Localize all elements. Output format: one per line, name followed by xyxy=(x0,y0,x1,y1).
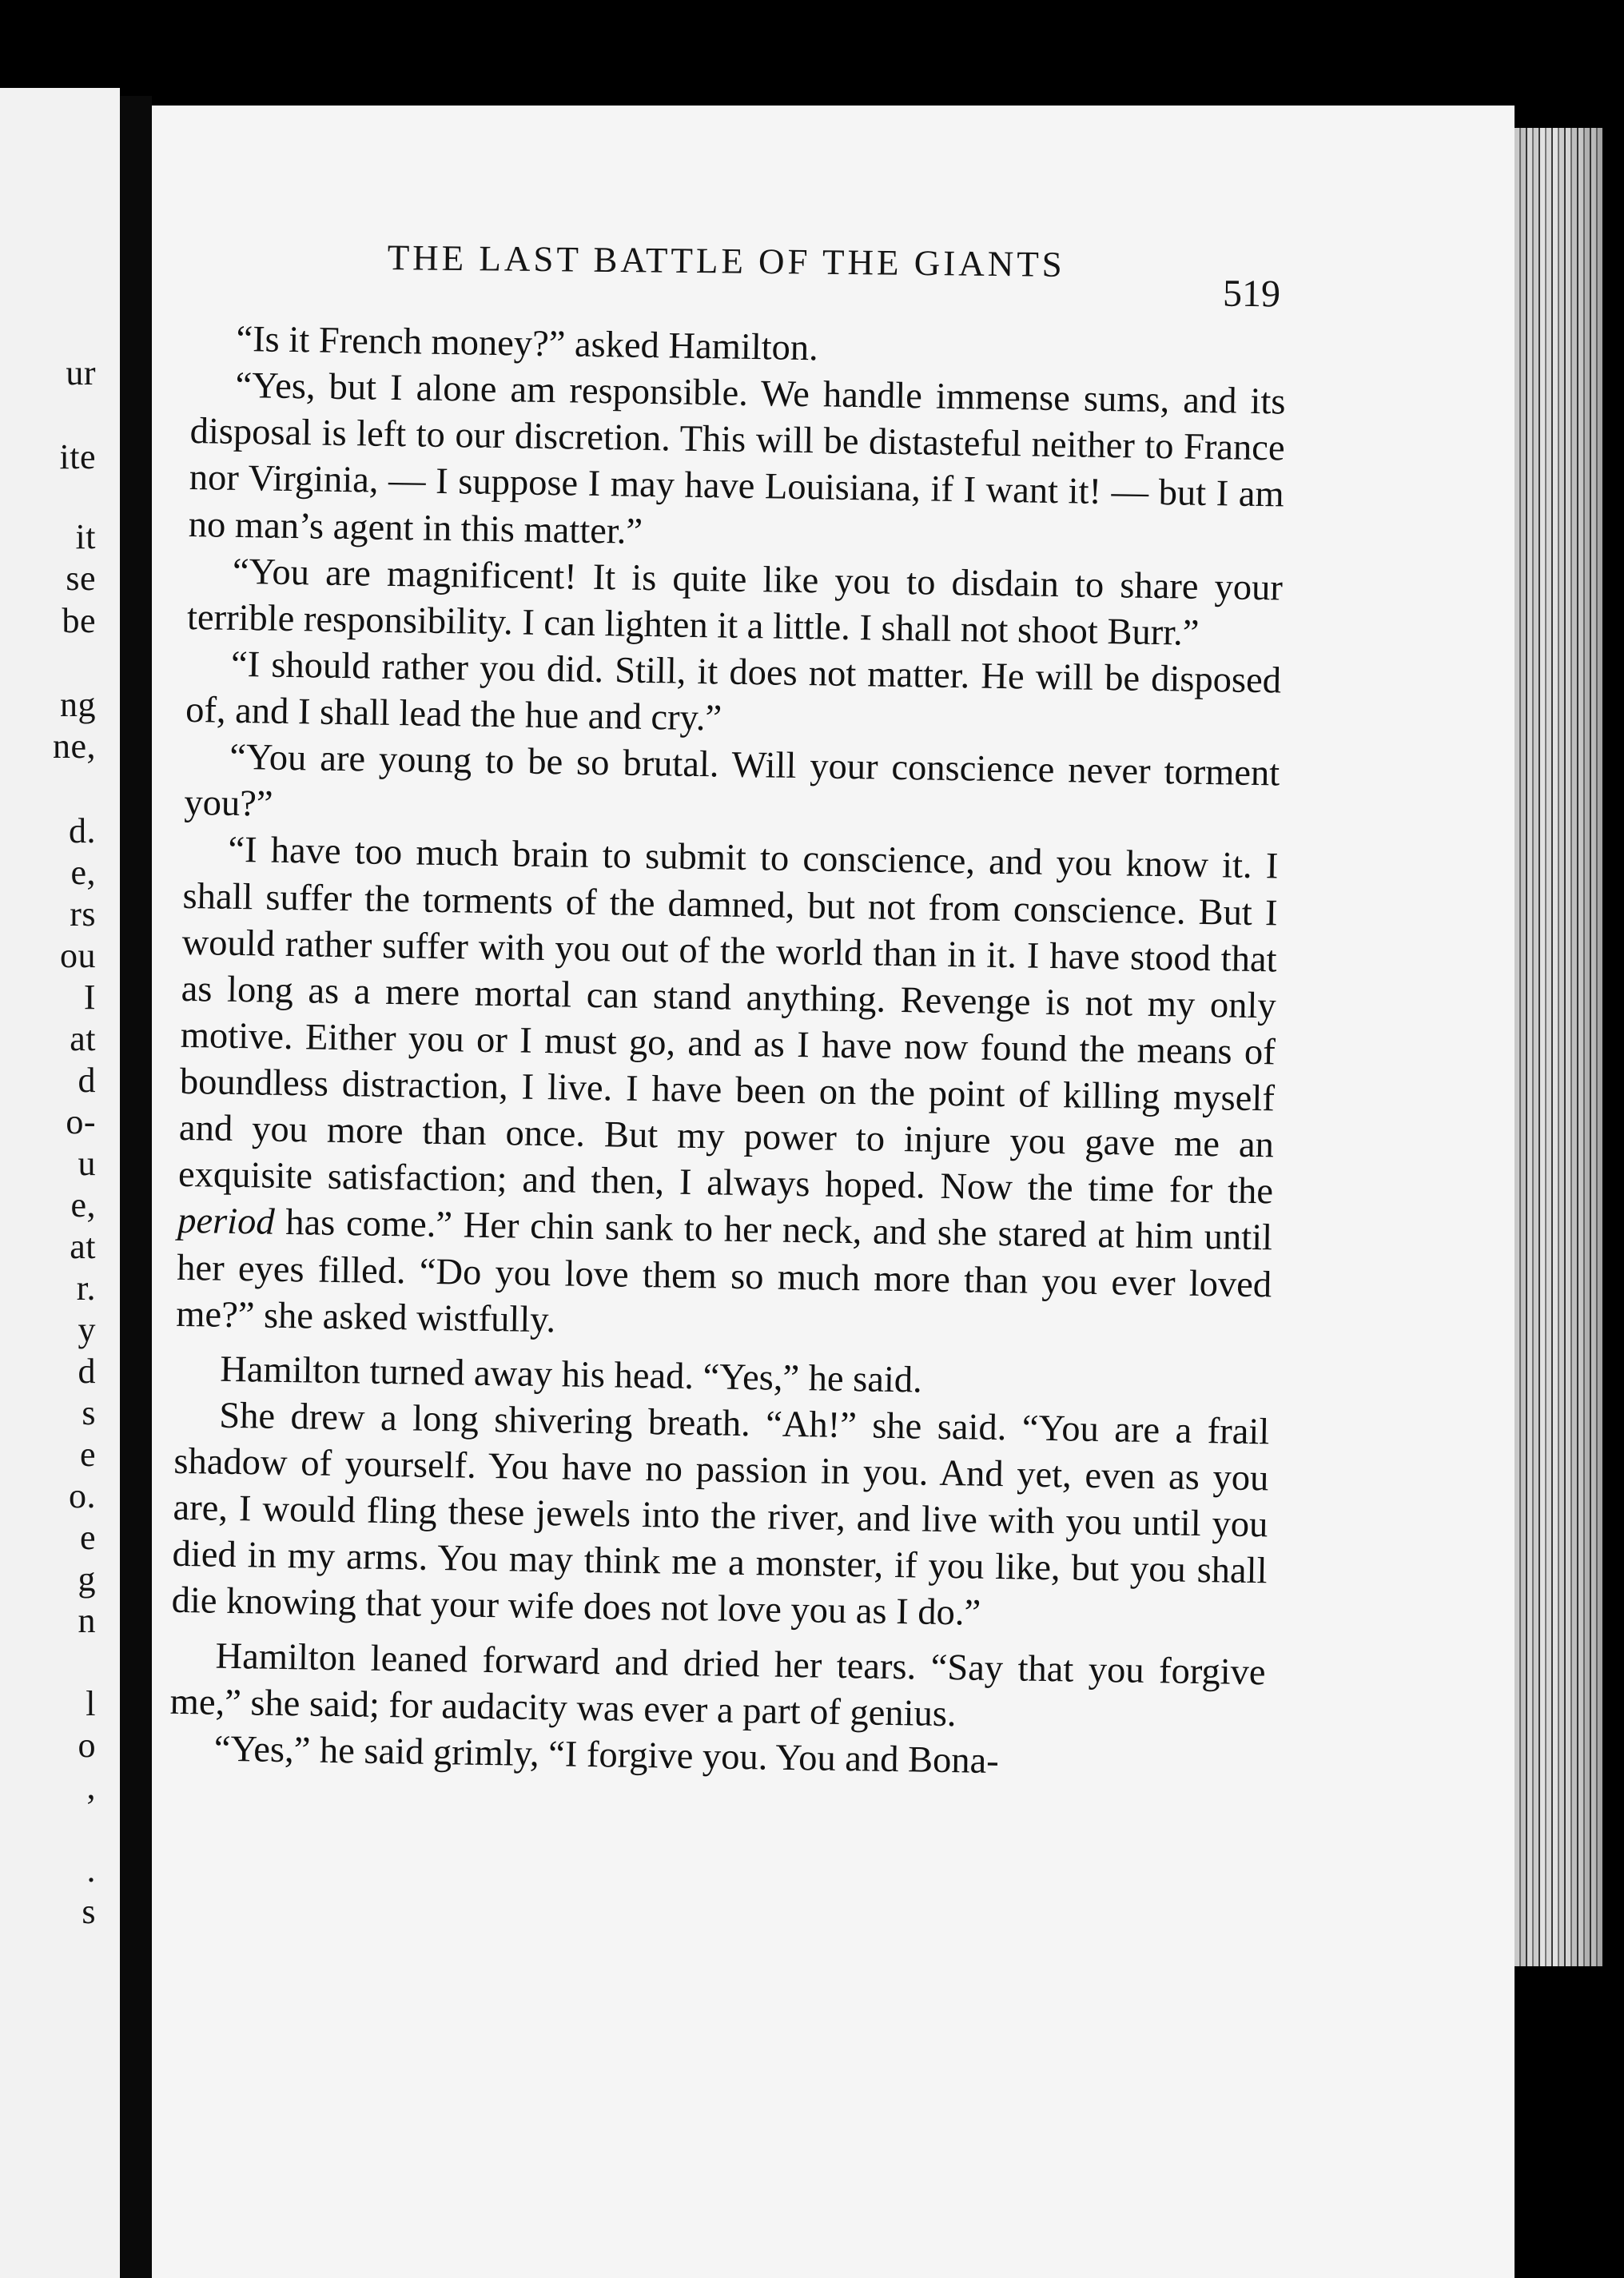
facing-page-fragment: at xyxy=(70,1019,96,1058)
paragraph: “You are young to be so brutal. Will your conscience never torment you?” xyxy=(184,736,1280,825)
facing-page-fragment: e, xyxy=(70,1185,96,1225)
facing-page-fragment: e xyxy=(79,1518,96,1557)
italic-word: period xyxy=(177,1201,275,1244)
facing-page-fragment: e xyxy=(79,1435,96,1474)
facing-page-fragment: s xyxy=(82,1393,96,1432)
paragraph: “Yes, but I alone am responsible. We handle immense sums, and its disposal is left to our discretion. This will be distasteful neither to France nor Virginia, — I suppose I may have Louisiana, if I want it! — but I am no man’s agent in this matter.” xyxy=(188,364,1286,552)
facing-page-fragment: ou xyxy=(60,936,96,975)
body-text xyxy=(169,316,1286,1789)
facing-page-fragment: be xyxy=(62,601,96,640)
facing-page-fragment: d xyxy=(78,1352,96,1391)
paragraph: “You are magnificent! It is quite like you to disdain to share your terrible responsibility. I can lighten it a little. I shall not shoot Burr.” xyxy=(186,551,1284,654)
facing-page-fragment: o- xyxy=(66,1102,96,1141)
facing-page-edge xyxy=(0,88,120,2278)
facing-page-fragment: d xyxy=(78,1061,96,1100)
facing-page-fragment: g xyxy=(78,1559,96,1599)
facing-page-fragment: it xyxy=(75,517,96,556)
facing-page-fragment: r. xyxy=(76,1268,96,1308)
facing-page-fragment: . xyxy=(86,1850,96,1890)
facing-page-fragment: d. xyxy=(69,811,96,850)
facing-page-fragment: I xyxy=(83,978,96,1017)
facing-page-fragment: ite xyxy=(59,437,96,476)
facing-page-fragment: at xyxy=(70,1227,96,1266)
page-edges-shadow xyxy=(1515,128,1602,1966)
paragraph-text: “I have too much brain to submit to conscience, and you know it. I shall suffer the torments of the damned, but not from conscience. But I would rather suffer with you out of the world than in it. I have stood that as long as a mere mortal can stand anything. Revenge is not my only motive. Either you or I must go, and as I have now found the means of boundless distraction, I live. I have been on the point of killing myself and you more than once. But my power to injure you gave me an exquisite satisfaction; and then, I always hoped. Now the time for the xyxy=(177,830,1279,1213)
paragraph: She drew a long shivering breath. “Ah!” she said. “You are a frail shadow of yourself. You have no passion in you. And yet, even as you are, I would fling these jewels into the river, and live with you until you died in my arms. You may think me a monster, if you like, but you shall die knowing that your wife does not love you as I do.” xyxy=(171,1395,1270,1635)
facing-page-fragment: rs xyxy=(70,894,96,934)
page-number: 519 xyxy=(1222,272,1281,316)
facing-page-fragment: l xyxy=(86,1684,96,1723)
facing-page-fragment: , xyxy=(86,1767,96,1806)
paragraph: “Is it French money?” asked Hamilton. xyxy=(236,318,819,369)
paragraph: Hamilton turned away his head. “Yes,” he said. xyxy=(219,1348,923,1401)
facing-page-fragment: ng xyxy=(60,685,96,724)
facing-page-fragment: n xyxy=(78,1601,96,1640)
paragraph: “I should rather you did. Still, it does not matter. He will be disposed of, and I shall lead the hue and cry.” xyxy=(185,643,1282,739)
facing-page-fragment: se xyxy=(66,559,96,598)
facing-page-fragment: o. xyxy=(69,1476,96,1515)
paragraph: Hamilton leaned forward and dried her tears. “Say that you forgive me,” she said; for audacity was ever a part of genius. xyxy=(169,1635,1266,1734)
facing-page-fragment: y xyxy=(78,1310,96,1349)
paragraph xyxy=(176,826,1279,1355)
facing-page-fragment: ne, xyxy=(52,727,96,766)
facing-page-fragment: ur xyxy=(66,353,96,392)
facing-page-fragment: e, xyxy=(70,853,96,892)
paragraph: “Yes,” he said grimly, “I forgive you. You and Bona- xyxy=(213,1728,1000,1782)
paragraph-text: has come.” Her chin sank to her neck, and she stared at him until her eyes filled. “Do you love them so much more than you ever loved me?” she asked wistfully. xyxy=(175,1202,1273,1340)
running-head: THE LAST BATTLE OF THE GIANTS xyxy=(387,237,1066,285)
book-gutter xyxy=(120,96,152,2278)
facing-page-fragment: u xyxy=(78,1144,96,1183)
facing-page-fragment: s xyxy=(82,1892,96,1931)
facing-page-fragment: o xyxy=(78,1726,96,1765)
